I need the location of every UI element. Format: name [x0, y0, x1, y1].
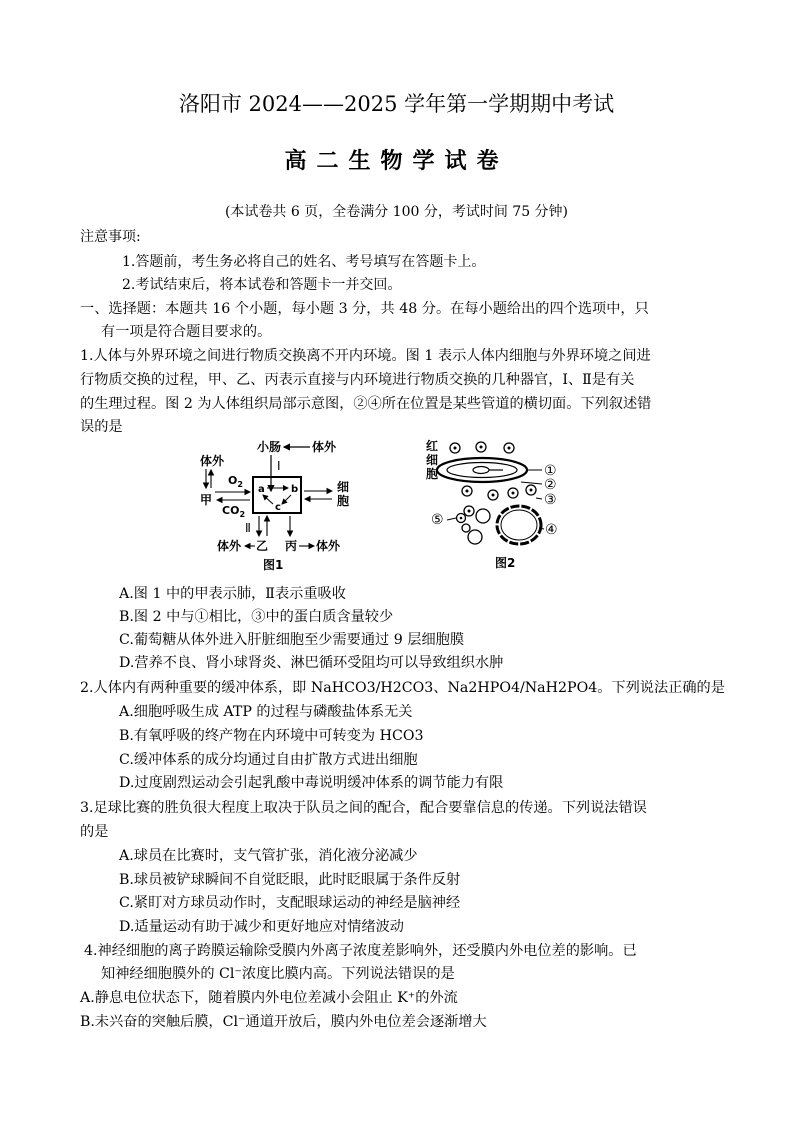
fig2-marker-4: ④ — [545, 522, 558, 538]
fig1-bing-label: 丙 — [285, 539, 298, 553]
q1-option-a: A.图 1 中的甲表示肺，Ⅱ表示重吸收 — [119, 586, 346, 602]
section1-line2: 有一项是符合题目要求的。 — [101, 324, 272, 340]
q1-stem-line2: 行物质交换的过程，甲、乙、丙表示直接与内环境进行物质交换的几种器官，Ⅰ、Ⅱ是有关 — [80, 372, 635, 388]
fig1-outside-top-label: 体外 — [312, 440, 337, 454]
fig1-bottom-left-outside-label: 体外 — [217, 539, 242, 553]
fig1-a-label: a — [258, 484, 265, 495]
q4-stem-line1: 4.神经细胞的离子跨膜运输除受膜内外离子浓度差影响外，还受膜内外电位差的影响。已 — [84, 943, 637, 959]
exam-subtitle: 高二生物学试卷 — [284, 148, 509, 174]
fig2-caption: 图2 — [495, 556, 516, 570]
fig2-marker-2: ② — [544, 477, 557, 493]
q1-stem-line1: 1.人体与外界环境之间进行物质交换离不开内环境。图 1 表示人体内细胞与外界环境之间进 — [80, 348, 651, 364]
q2-option-b: B.有氧呼吸的终产物在内环境中可转变为 HCO3 — [119, 728, 424, 744]
fig1-o2-label: $O_2$ — [228, 474, 243, 489]
q2-stem: 2.人体内有两种重要的缓冲体系，即 NaHCO3/H2CO3、Na2HPO4/NaH2PO4。下列说法正确的是 — [80, 680, 725, 696]
notice-heading: 注意事项: — [80, 229, 141, 245]
q4-stem-line2: 知神经细胞膜外的 Cl⁻浓度比膜内高。下列说法错误的是 — [101, 966, 455, 982]
q1-option-d: D.营养不良、肾小球肾炎、淋巴循环受阻均可以导致组织水肿 — [119, 655, 504, 671]
q3-stem-line1: 3.足球比赛的胜负很大程度上取决于队员之间的配合，配合要靠信息的传递。下列说法错误 — [80, 800, 647, 816]
fig1-bottom-right-outside-label: 体外 — [316, 539, 341, 553]
q1-option-c: C.葡萄糖从体外进入肝脏细胞至少需要通过 9 层细胞膜 — [119, 632, 465, 648]
q2-option-a: A.细胞呼吸生成 ATP 的过程与磷酸盐体系无关 — [119, 704, 413, 720]
q4-option-a: A.静息电位状态下，随着膜内外电位差减小会阻止 K⁺的外流 — [80, 990, 458, 1006]
q2-option-d: D.过度剧烈运动会引起乳酸中毒说明缓冲体系的调节能力有限 — [119, 775, 504, 791]
notice-item-2: 2.考试结束后，将本试卷和答题卡一并交回。 — [122, 277, 402, 293]
fig1-c-label: c — [275, 502, 281, 513]
q3-option-d: D.适量运动有助于减少和更好地应对情绪波动 — [119, 919, 404, 935]
fig1-outside-left-label: 体外 — [200, 454, 225, 468]
q2-option-c: C.缓冲体系的成分均通过自由扩散方式进出细胞 — [119, 752, 418, 768]
fig1-jia-label: 甲 — [200, 493, 213, 507]
fig1-b-label: b — [291, 484, 299, 495]
exam-title: 洛阳市 2024——2025 学年第一学期期中考试 — [178, 92, 615, 116]
fig1-caption: 图1 — [263, 558, 284, 572]
fig1-co2-label: $CO_2$ — [222, 504, 246, 519]
fig1-roman-1: Ⅰ — [277, 459, 281, 473]
q3-option-c: C.紧盯对方球员动作时，支配眼球运动的神经是脑神经 — [119, 895, 461, 911]
q3-option-a: A.球员在比赛时，支气管扩张，消化液分泌减少 — [119, 848, 418, 864]
q3-stem-line2: 的是 — [80, 824, 109, 840]
section1-line1: 一、选择题：本题共 16 个小题，每小题 3 分，共 48 分。在每小题给出的四个选项中，只 — [80, 301, 649, 317]
q1-stem-line4: 误的是 — [80, 419, 123, 435]
q4-option-b: B.未兴奋的突触后膜，Cl⁻通道开放后，膜内外电位差会逐渐增大 — [80, 1014, 487, 1030]
fig1-cell-label: 细胞 — [337, 480, 350, 508]
fig1-small-intestine-label: 小肠 — [257, 440, 282, 454]
lymph-vessel — [497, 506, 541, 544]
fig2-marker-3: ③ — [544, 492, 557, 508]
exam-note: (本试卷共 6 页，全卷满分 100 分，考试时间 75 分钟) — [224, 204, 569, 220]
fig1-roman-2: Ⅱ — [245, 521, 251, 535]
q3-option-b: B.球员被铲球瞬间不自觉眨眼，此时眨眼属于条件反射 — [119, 872, 461, 888]
fig2-marker-1: ① — [544, 463, 557, 479]
figure-1-diagram — [195, 436, 365, 576]
fig1-yi-label: 乙 — [256, 539, 269, 553]
q1-stem-line3: 的生理过程。图 2 为人体组织局部示意图，②④所在位置是某些管道的横切面。下列叙述错 — [80, 396, 652, 412]
fig2-rbc-label: 红细胞 — [426, 439, 439, 481]
figure-2-diagram — [423, 436, 573, 576]
capillary-ellipse — [437, 458, 527, 482]
q1-option-b: B.图 2 中与①相比，③中的蛋白质含量较少 — [119, 609, 394, 625]
notice-item-1: 1.答题前，考生务必将自己的姓名、考号填写在答题卡上。 — [122, 254, 486, 270]
fig2-marker-5: ⑤ — [431, 512, 444, 528]
